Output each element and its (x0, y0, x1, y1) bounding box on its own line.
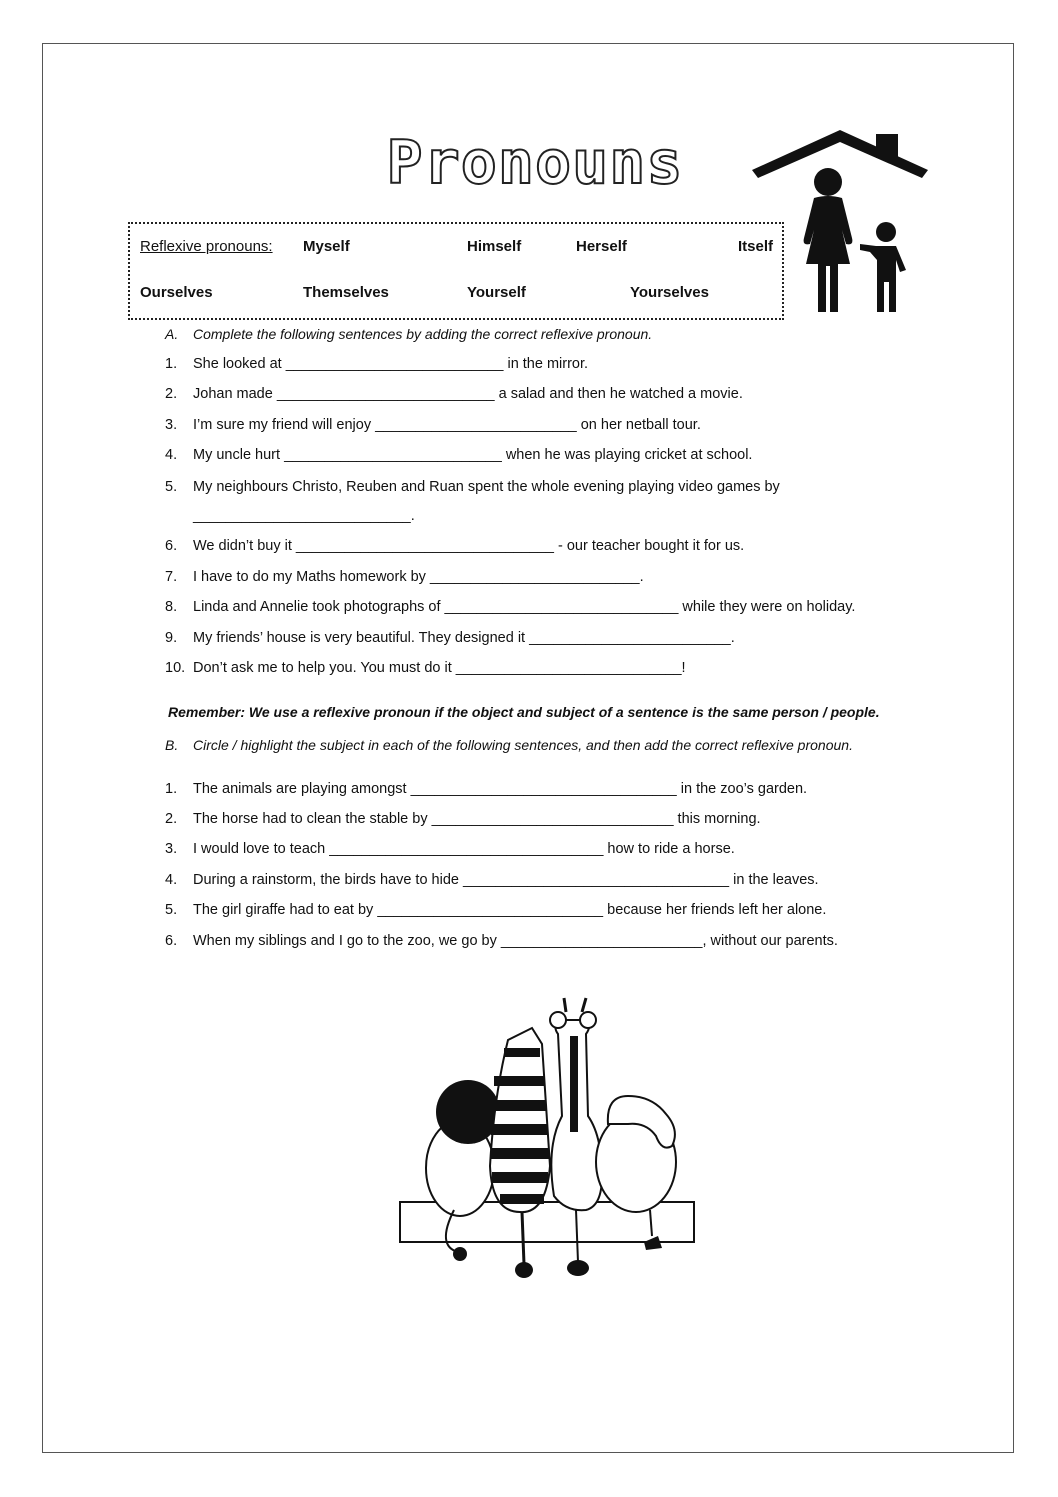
item-text: I have to do my Maths homework by __________________________. (193, 569, 644, 585)
pronoun-himself: Himself (467, 238, 522, 255)
item-text: When my siblings and I go to the zoo, we go by _________________________, without our parents. (193, 933, 838, 949)
list-item (165, 386, 743, 402)
list-item (165, 599, 855, 615)
section-a-letter: A. (165, 326, 179, 342)
item-number: 8. (165, 599, 178, 615)
list-item (165, 872, 819, 888)
pronoun-themselves: Themselves (303, 284, 389, 301)
item-text: Johan made ___________________________ a salad and then he watched a movie. (193, 386, 743, 402)
item-number: 4. (165, 872, 178, 888)
item-number: 7. (165, 569, 178, 585)
item-text: I’m sure my friend will enjoy _________________________ on her netball tour. (193, 417, 701, 433)
page-title: Pronouns (386, 128, 684, 198)
section-b-instruction (165, 737, 853, 753)
item-number: 2. (165, 386, 178, 402)
list-item (165, 447, 752, 463)
list-item (165, 902, 826, 918)
pronoun-herself: Herself (576, 238, 627, 255)
list-item (165, 841, 735, 857)
list-item (165, 781, 807, 797)
item-text: During a rainstorm, the birds have to hide _________________________________ in the leaves. (193, 872, 819, 888)
list-item (165, 660, 686, 676)
pronoun-ourselves: Ourselves (140, 284, 213, 301)
section-a-instruction-text: Complete the following sentences by adding the correct reflexive pronoun. (193, 326, 653, 342)
list-item (165, 569, 644, 585)
item-text: I would love to teach __________________________________ how to ride a horse. (193, 841, 735, 857)
item-number: 1. (165, 356, 178, 372)
item-number: 1. (165, 781, 178, 797)
item-text: My neighbours Christo, Reuben and Ruan spent the whole evening playing video games by (193, 479, 780, 495)
item-text: We didn’t buy it ________________________________ - our teacher bought it for us. (193, 538, 745, 554)
pronoun-yourselves: Yourselves (630, 284, 709, 301)
item-number: 3. (165, 417, 178, 433)
list-item (165, 356, 588, 372)
item-text: Don’t ask me to help you. You must do it ____________________________! (193, 660, 686, 676)
item-number: 5. (165, 902, 178, 918)
item-text: She looked at ___________________________ in the mirror. (193, 356, 589, 372)
item-number: 9. (165, 630, 178, 646)
list-item (165, 417, 701, 433)
section-b-instruction-text: Circle / highlight the subject in each of the following sentences, and then add the correct reflexive pronoun. (193, 737, 853, 753)
item-number: 6. (165, 538, 178, 554)
pronoun-box-label: Reflexive pronouns: (140, 238, 273, 255)
item-text: The animals are playing amongst _________________________________ in the zoo’s garden. (193, 781, 808, 797)
list-item (165, 630, 735, 646)
list-item (165, 538, 744, 554)
item-number: 4. (165, 447, 178, 463)
section-b-letter: B. (165, 737, 179, 753)
list-item-continuation (165, 508, 415, 524)
reflexive-pronoun-box (128, 222, 784, 320)
item-number: 2. (165, 811, 178, 827)
item-number: 5. (165, 479, 178, 495)
section-a-instruction (165, 326, 652, 342)
item-text: ___________________________. (193, 508, 415, 524)
list-item (165, 933, 838, 949)
item-number: 6. (165, 933, 178, 949)
item-number: 3. (165, 841, 178, 857)
item-text: My uncle hurt ___________________________ when he was playing cricket at school. (193, 447, 753, 463)
pronoun-myself: Myself (303, 238, 350, 255)
animals-on-bench-illustration (396, 996, 698, 1286)
list-item (165, 811, 761, 827)
remember-note: Remember: We use a reflexive pronoun if the object and subject of a sentence is the same person / people. (168, 704, 880, 720)
item-text: The girl giraffe had to eat by ____________________________ because her friends left her alone. (193, 902, 827, 918)
pronoun-yourself: Yourself (467, 284, 526, 301)
item-text: Linda and Annelie took photographs of _____________________________ while they were on holiday. (193, 599, 856, 615)
item-text: The horse had to clean the stable by ______________________________ this morning. (193, 811, 761, 827)
item-text: My friends’ house is very beautiful. They designed it _________________________. (193, 630, 735, 646)
item-number: 10. (165, 660, 186, 676)
list-item (165, 479, 780, 495)
pronoun-itself: Itself (738, 238, 774, 255)
